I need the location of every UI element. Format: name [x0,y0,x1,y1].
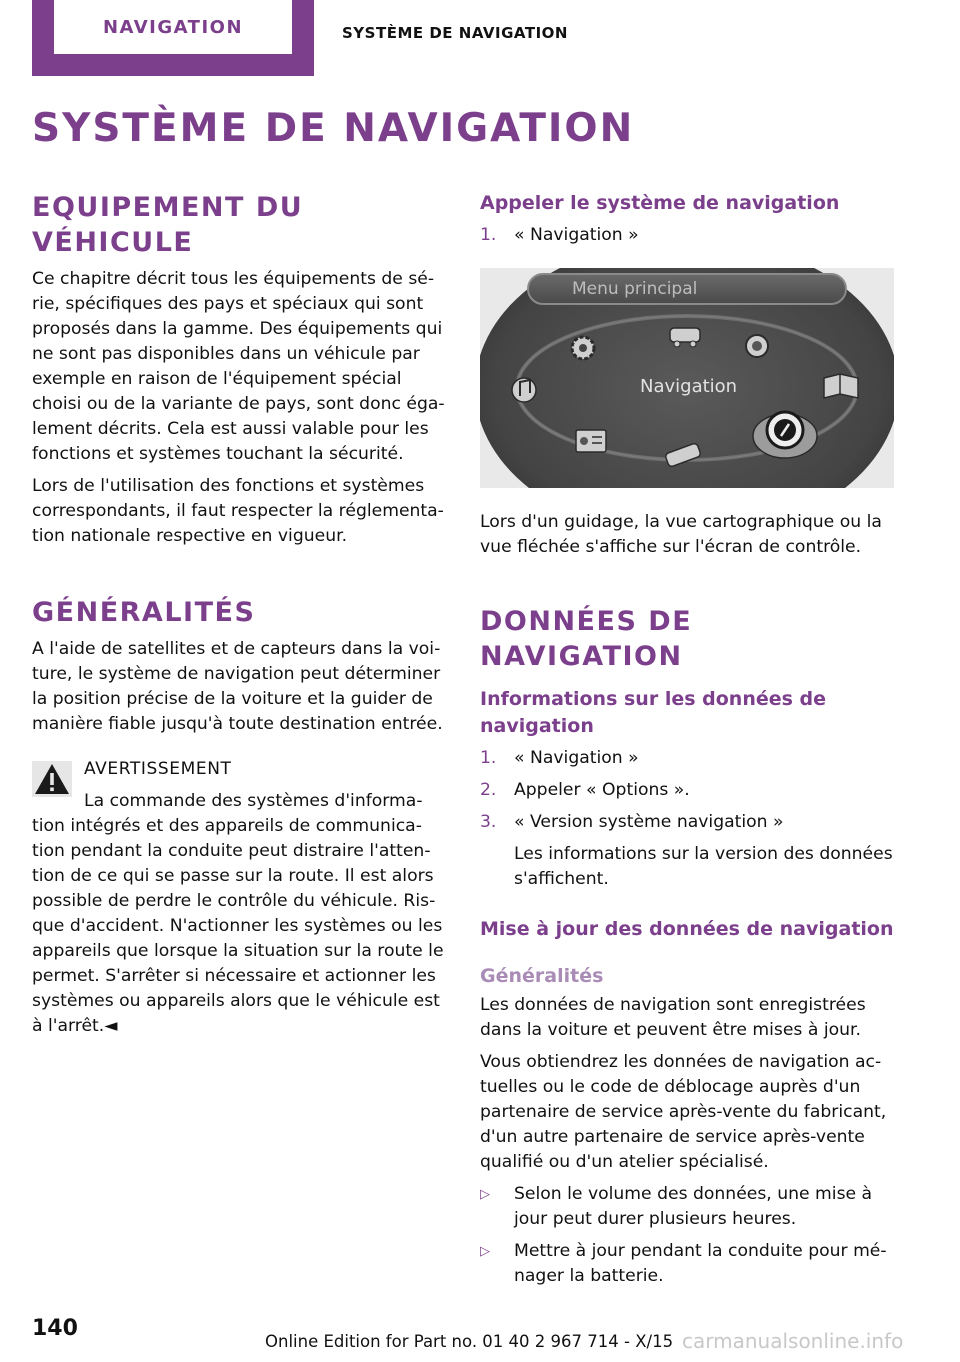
chapter-tab [32,0,314,76]
menu-center-label: Navigation [640,376,738,398]
text-line: Les données de navigation sont enregistrées [480,994,866,1015]
maj-paragraph-2 [480,1050,896,1175]
text-line: Les informations sur la version des données [514,843,893,864]
text-line: fonctions et systèmes touchant la sécurité. [32,444,404,465]
list-item [480,746,896,771]
heading-informations: Informations sur les données de navigation [480,688,827,737]
main-menu-screenshot [480,268,894,488]
text-line: qualifié ou d'un atelier spécialisé. [480,1151,769,1172]
text-line: tion de ce qui se passe sur la route. Il est alors [32,866,434,887]
text-line: jour peut durer plusieurs heures. [514,1208,797,1229]
bullet-triangle-icon: ▷ [480,1186,490,1202]
text-line: proposés dans la gamme. Des équipements qui [32,319,443,340]
list-text [514,1239,896,1289]
text-line: tion nationale respective en vigueur. [32,526,348,547]
list-item [480,778,896,803]
watermark: carmanualsonline.info [682,1329,904,1353]
text-line: ture, le système de navigation peut déterminer [32,664,441,685]
text-line: la position précise de la voiture et la guider de [32,689,433,710]
heading-mise-a-jour: Mise à jour des données de navigation [480,917,894,940]
left-column [32,190,448,1039]
list-number: 2. [480,779,497,800]
equipement-paragraph-1 [32,267,448,467]
text-line: A l'aide de satellites et de capteurs dans la voi‐ [32,639,441,660]
text-line: partenaire de service après-vente du fabricant, [480,1101,887,1122]
list-text: « Navigation » [514,747,639,768]
text-line: lement décrits. Cela est aussi valable pour les [32,419,429,440]
text-line: Vous obtiendrez les données de navigation ac‐ [480,1051,882,1072]
text-line: exemple en raison de l'équipement spécial [32,369,402,390]
text-line: tion intégrés et des appareils de communica‐ [32,816,422,837]
chapter-tab-label: NAVIGATION [102,16,244,38]
text-line: possible de perdre le contrôle du véhicule. Ris‐ [32,891,436,912]
right-column [480,190,896,1296]
text-line: correspondants, il faut respecter la réglementa‐ [32,501,444,522]
text-line: Selon le volume des données, une mise à [514,1183,873,1204]
tire-icon [746,335,768,357]
text-line: choisi ou de la variante de pays, sont donc éga‐ [32,394,445,415]
edition-text: Online Edition for Part no. 01 40 2 967 714 - X/15 [265,1332,674,1351]
warning-title: AVERTISSEMENT [84,759,232,780]
text-line: rie, spécifiques des pays et spéciaux qui sont [32,294,424,315]
gear-icon [572,337,594,359]
text-line: tuelles ou le code de déblocage auprès d'un [480,1076,861,1097]
list-item [480,1239,896,1289]
list-number: 3. [480,811,497,832]
equipement-paragraph-2 [32,474,448,549]
warning-triangle-icon [32,761,72,797]
text-line: vue fléchée s'affiche sur l'écran de contrôle. [480,537,862,558]
list-number: 1. [480,747,497,768]
generalites-paragraph [32,637,448,737]
page-number: 140 [32,1316,78,1341]
text-line: ne sont pas disponibles dans un véhicule par [32,344,420,365]
bullet-list [480,1182,896,1289]
book-icon [824,374,858,398]
text-line: appareils que lorsque la situation sur la route le [32,941,444,962]
text-line: permet. S'arrêter si nécessaire et actionner les [32,966,436,987]
page-title: SYSTÈME DE NAVIGATION [32,106,635,151]
text-line: que d'accident. N'actionner les systèmes ou les [32,916,443,937]
music-icon [512,378,536,402]
heading-appeler: Appeler le système de navigation [480,192,840,214]
text-line: Ce chapitre décrit tous les équipements de sé‐ [32,269,435,290]
text-line: Mettre à jour pendant la conduite pour mé‐ [514,1240,887,1261]
text-line: Lors de l'utilisation des fonctions et systèmes [32,476,425,497]
list-item [480,1182,896,1232]
section-header-label: SYSTÈME DE NAVIGATION [342,24,568,42]
text-line: La commande des systèmes d'informa‐ [84,791,423,812]
step3-subtext [480,842,896,892]
list-text [514,1182,896,1232]
heading-donnees: DONNÉES DE NAVIGATION [480,606,693,673]
heading-equipement: EQUIPEMENT DU VÉHICULE [32,192,304,259]
guidance-paragraph [480,510,896,560]
chapter-tab-inner [54,0,292,54]
heading-generalites: GÉNÉRALITÉS [32,597,256,629]
list-item [480,223,896,248]
list-text: « Navigation » [514,225,639,246]
text-line: s'affichent. [514,868,609,889]
text-line: manière fiable jusqu'à toute destination entrée. [32,714,443,735]
text-line: nager la batterie. [514,1265,664,1286]
list-number: 1. [480,225,497,246]
info-steps-list [480,746,896,835]
heading-generalites-sub: Généralités [480,965,604,988]
text-line: d'un autre partenaire de service après-vente [480,1126,865,1147]
bullet-triangle-icon: ▷ [480,1243,490,1259]
radio-icon [576,430,606,452]
text-line: dans la voiture et peuvent être mises à jour. [480,1019,861,1040]
warning-text [32,789,448,1039]
maj-paragraph-1 [480,993,896,1043]
text-line: systèmes ou appareils alors que le véhicule est [32,991,440,1012]
warning-block [32,757,448,1039]
text-line: à l'arrêt.◄ [32,1016,118,1037]
text-line: tion pendant la conduite peut distraire l'atten‐ [32,841,431,862]
list-text: « Version système navigation » [514,811,784,832]
list-text: Appeler « Options ». [514,779,690,800]
text-line: Lors d'un guidage, la vue cartographique ou la [480,512,882,533]
list-item [480,810,896,835]
menu-title-text: Menu principal [572,279,698,300]
